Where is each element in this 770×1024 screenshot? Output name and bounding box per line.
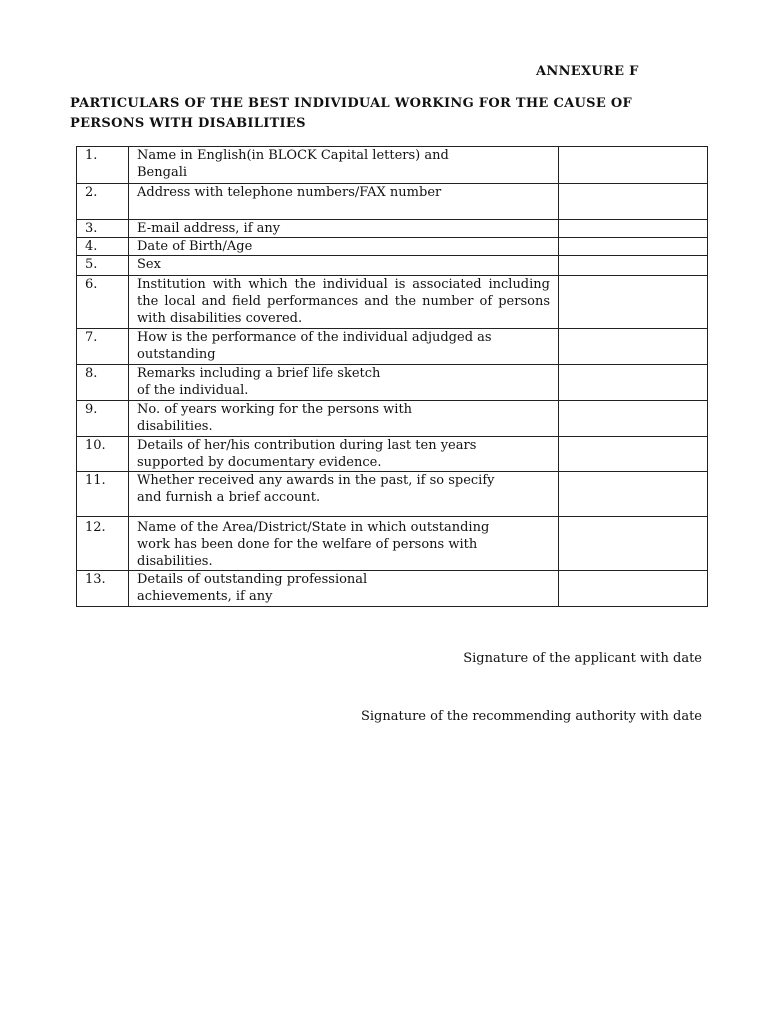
table-row — [77, 472, 708, 517]
row-number: 6. — [77, 276, 129, 329]
row-label: Name in English(in BLOCK Capital letters) and Bengali — [129, 147, 559, 184]
row-number: 3. — [77, 220, 129, 238]
row-number: 10. — [77, 437, 129, 472]
table-row — [77, 256, 708, 276]
row-number: 8. — [77, 365, 129, 401]
row-label: Details of her/his contribution during last ten years supported by documentary evidence. — [129, 437, 559, 472]
value-cell[interactable] — [559, 220, 708, 238]
table-row — [77, 276, 708, 329]
value-cell[interactable] — [559, 472, 708, 517]
value-cell[interactable] — [559, 571, 708, 607]
row-label: Name of the Area/District/State in which outstanding work has been done for the welfare of persons with disabilities. — [129, 517, 559, 571]
value-cell[interactable] — [559, 365, 708, 401]
table-row — [77, 571, 708, 607]
row-number: 1. — [77, 147, 129, 184]
table-row — [77, 329, 708, 365]
row-number: 4. — [77, 238, 129, 256]
row-label: How is the performance of the individual adjudged as outstanding — [129, 329, 559, 365]
row-number: 7. — [77, 329, 129, 365]
table-row — [77, 147, 708, 184]
value-cell[interactable] — [559, 147, 708, 184]
row-number: 2. — [77, 184, 129, 220]
row-number: 12. — [77, 517, 129, 571]
row-number: 5. — [77, 256, 129, 276]
table-row — [77, 184, 708, 220]
value-cell[interactable] — [559, 256, 708, 276]
row-label: Date of Birth/Age — [129, 238, 559, 256]
value-cell[interactable] — [559, 401, 708, 437]
table-row — [77, 517, 708, 571]
row-label: Details of outstanding professional achievements, if any — [129, 571, 559, 607]
table-row — [77, 365, 708, 401]
row-label: Remarks including a brief life sketch of the individual. — [129, 365, 559, 401]
page-title: PARTICULARS OF THE BEST INDIVIDUAL WORKING FOR THE CAUSE OF PERSONS WITH DISABILITIES — [70, 96, 633, 131]
row-number: 11. — [77, 472, 129, 517]
row-number: 9. — [77, 401, 129, 437]
value-cell[interactable] — [559, 517, 708, 571]
value-cell[interactable] — [559, 184, 708, 220]
applicant-signature-line: Signature of the applicant with date — [463, 651, 702, 666]
value-cell[interactable] — [559, 437, 708, 472]
table-row — [77, 401, 708, 437]
table-row — [77, 238, 708, 256]
particulars-table — [76, 146, 708, 607]
row-label: No. of years working for the persons with disabilities. — [129, 401, 559, 437]
value-cell[interactable] — [559, 276, 708, 329]
table-row — [77, 437, 708, 472]
row-label: Sex — [129, 256, 559, 276]
annexure-label: ANNEXURE F — [536, 64, 639, 79]
value-cell[interactable] — [559, 329, 708, 365]
row-label: Whether received any awards in the past, if so specify and furnish a brief account. — [129, 472, 559, 517]
row-label: E-mail address, if any — [129, 220, 559, 238]
authority-signature-line: Signature of the recommending authority with date — [360, 709, 702, 724]
table-row — [77, 220, 708, 238]
value-cell[interactable] — [559, 238, 708, 256]
row-label: Institution with which the individual is associated including the local and field performances and the number of persons with disabilities covered. — [129, 276, 559, 329]
row-label: Address with telephone numbers/FAX number — [129, 184, 559, 220]
row-number: 13. — [77, 571, 129, 607]
